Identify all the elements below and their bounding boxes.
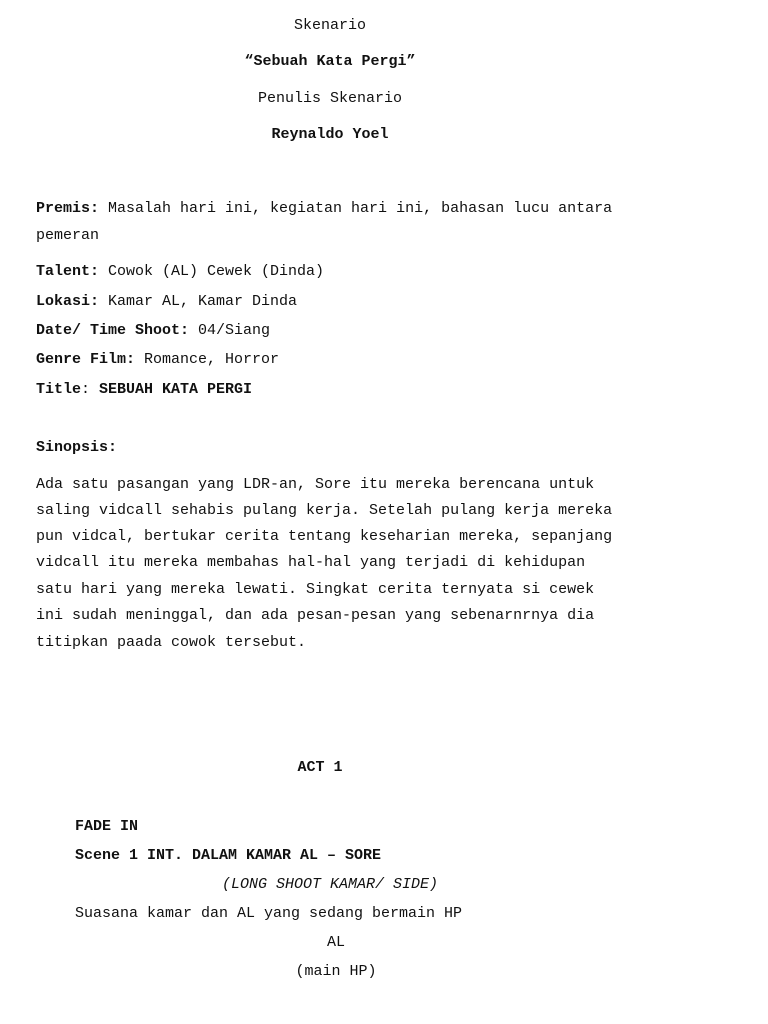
lokasi-label: Lokasi: — [36, 293, 100, 310]
title-value: SEBUAH KATA PERGI — [99, 381, 253, 398]
title-line — [36, 381, 252, 399]
premis-label: Premis: — [36, 200, 100, 217]
scene-heading: Scene 1 INT. DALAM KAMAR AL – SORE — [75, 847, 382, 864]
sinopsis-line: Ada satu pasangan yang LDR-an, Sore itu mereka berencana untuk — [36, 476, 595, 493]
sinopsis-line: saling vidcall sehabis pulang kerja. Setelah pulang kerja mereka — [36, 502, 613, 519]
action-line: Suasana kamar dan AL yang sedang bermain HP — [75, 905, 463, 922]
premis-line-2: pemeran — [36, 227, 100, 244]
premis-value: Masalah hari ini, kegiatan hari ini, bahasan lucu antara — [99, 200, 613, 217]
sinopsis-line: vidcall itu mereka membahas hal-hal yang terjadi di kehidupan — [36, 554, 586, 571]
title-colon: : — [81, 381, 100, 398]
date-time-line — [36, 322, 270, 340]
sinopsis-line: ini sudah meninggal, dan ada pesan-pesan yang sebenarnrnya dia — [36, 607, 595, 624]
title-label: Title — [36, 381, 82, 398]
lokasi-line — [36, 293, 297, 311]
talent-value: Cowok (AL) Cewek (Dinda) — [99, 263, 325, 280]
premis-line — [36, 200, 612, 218]
date-time-value: 04/Siang — [189, 322, 271, 339]
talent-line — [36, 263, 324, 281]
fade-in: FADE IN — [75, 818, 139, 835]
genre-value: Romance, Horror — [135, 351, 280, 368]
sinopsis-line: satu hari yang mereka lewati. Singkat cerita ternyata si cewek — [36, 581, 595, 598]
genre-line — [36, 351, 279, 369]
sinopsis-line: pun vidcal, bertukar cerita tentang keseharian mereka, sepanjang — [36, 528, 613, 545]
date-time-label: Date/ Time Shoot: — [36, 322, 190, 339]
talent-label: Talent: — [36, 263, 100, 280]
lokasi-value: Kamar AL, Kamar Dinda — [99, 293, 298, 310]
sinopsis-line: titipkan paada cowok tersebut. — [36, 634, 307, 651]
genre-label: Genre Film: — [36, 351, 136, 368]
sinopsis-label: Sinopsis: — [36, 439, 118, 456]
